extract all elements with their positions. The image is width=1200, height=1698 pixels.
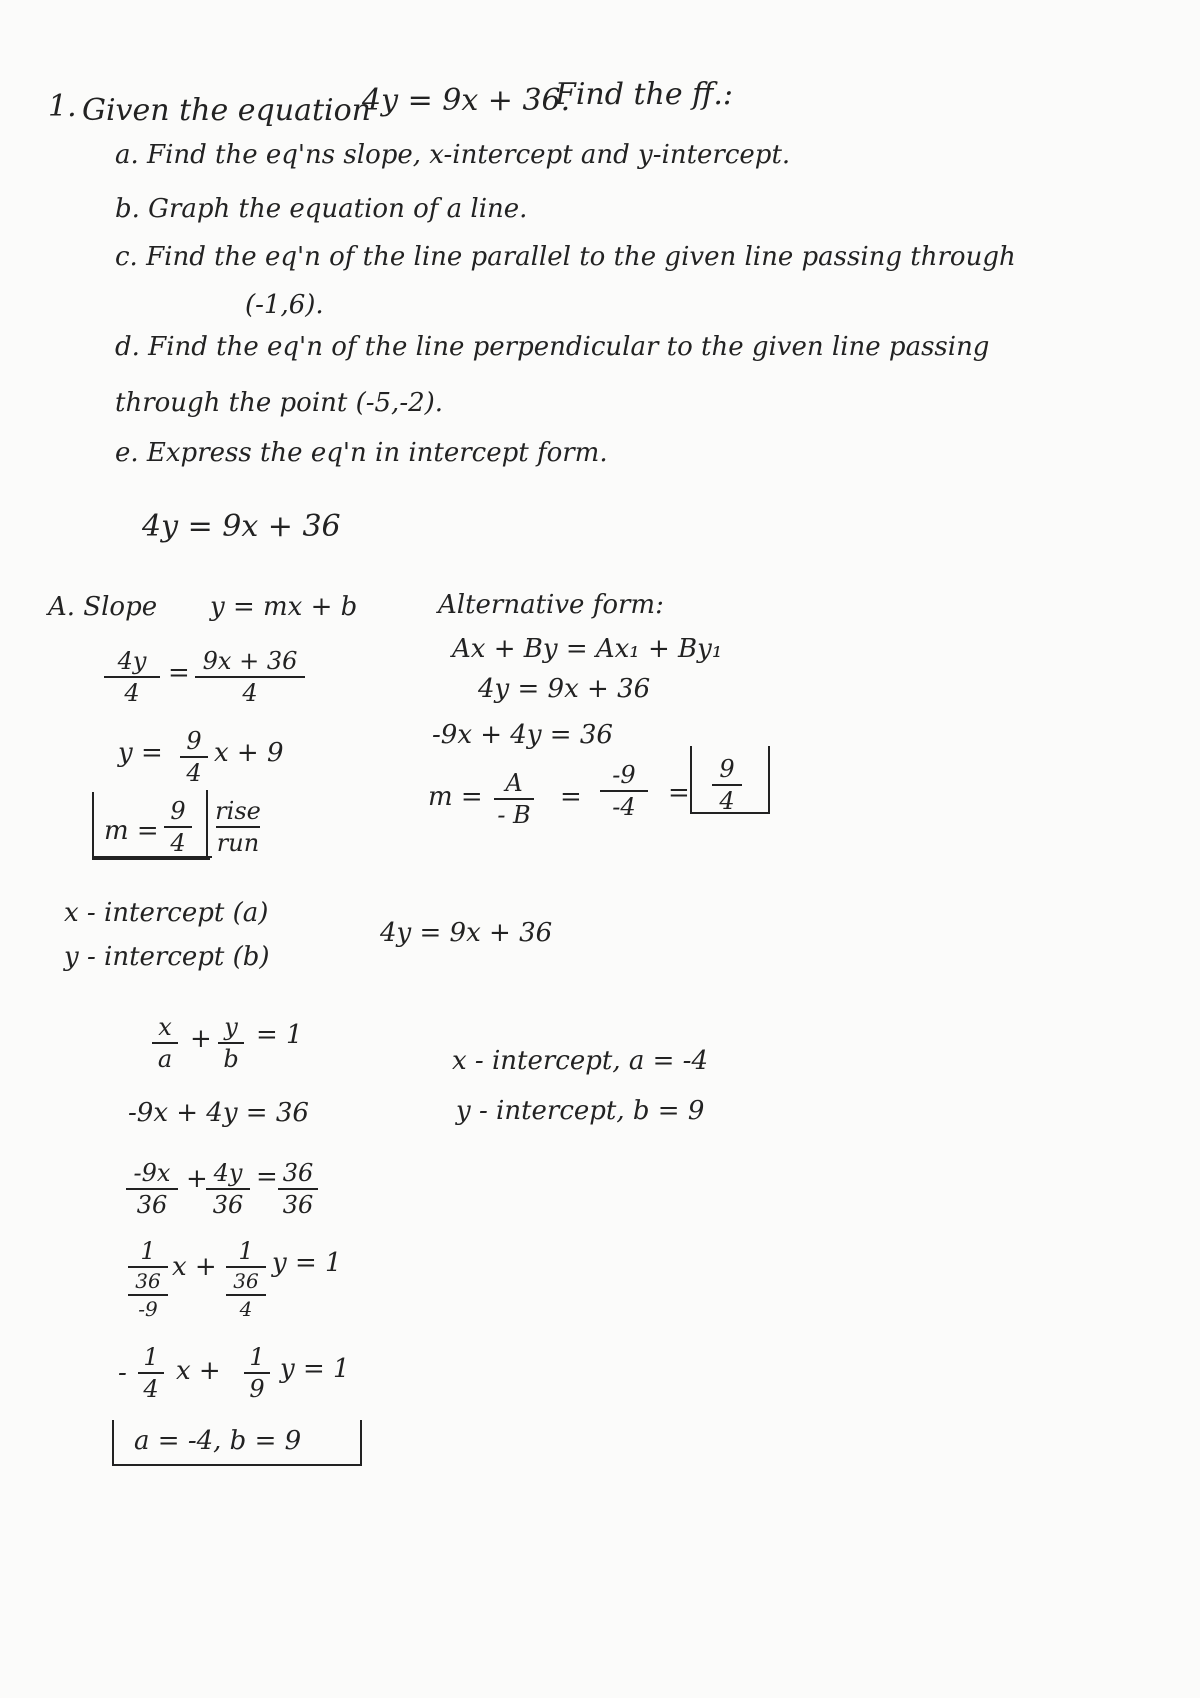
alt-title: Alternative form: [438,590,664,620]
fraction-bar [195,676,305,678]
step4-a-den: 4 [143,1375,159,1404]
fraction-bar [128,1266,168,1268]
alt-line3: -9x + 4y = 36 [432,720,613,750]
alt-frac2 [600,762,648,821]
slope-box-bottom [92,858,210,860]
slope-num: 9 [170,797,186,825]
step1-left-den: 4 [124,679,140,708]
fraction-bar [218,1042,244,1044]
task-c-point: (-1,6). [245,290,324,320]
slope-box-right [206,790,208,856]
step2-frac-b [206,1160,250,1219]
fraction-bar [216,826,260,828]
alt-line1: Ax + By = Ax₁ + By₁ [452,634,723,664]
step2-c-den: 36 [282,1191,314,1220]
alt-m-label: m = [428,782,483,812]
result-y-intercept: y - intercept, b = 9 [456,1096,705,1126]
fraction-bar [180,756,208,758]
step2-num: 9 [186,727,202,755]
intercept-step1: -9x + 4y = 36 [128,1098,309,1128]
intercepts-given: 4y = 9x + 36 [380,918,553,948]
form-equals-one: = 1 [256,1020,303,1050]
step2-b-num: 4y [213,1159,243,1187]
step4-frac-b [244,1344,270,1403]
alt-answer-num: 9 [719,755,735,783]
rise-label: rise [215,797,261,825]
slope-m-label: m = [104,816,159,846]
alt-frac1-num: A [505,769,523,797]
x-intercept-label: x - intercept (a) [64,898,269,928]
step2-den: 4 [186,759,202,788]
fraction-bar [244,1372,270,1374]
problem-instruction: Find the ff.: [555,77,734,112]
step4-x: x + [176,1356,221,1386]
alt-frac2-num: -9 [612,761,636,789]
alt-equals-2: = [668,778,690,808]
step2-c-num: 36 [282,1159,314,1187]
step3-y: y = 1 [272,1248,342,1278]
task-c-line1: c. Find the eq'n of the line parallel to the given line passing through [115,242,1016,272]
step3-frac-a [128,1238,168,1320]
alt-frac1-den: - B [497,801,531,830]
step3-a-den1: 36 [135,1269,161,1294]
step3-x: x + [172,1252,217,1282]
alt-line2: 4y = 9x + 36 [478,674,651,704]
form-x-num: x [158,1013,172,1041]
step3-a-num: 1 [140,1237,156,1265]
alt-frac1 [494,770,534,829]
task-a: a. Find the eq'ns slope, x-intercept and y-intercept. [115,140,791,170]
task-b: b. Graph the equation of a line. [115,194,528,224]
step2-rest: x + 9 [214,738,284,768]
step2-a-num: -9x [133,1159,171,1187]
step1-left-num: 4y [117,647,147,675]
fraction-bar [104,676,160,678]
form-y-fraction [218,1014,244,1073]
fraction-bar [600,790,648,792]
run-label: run [216,829,260,858]
task-e: e. Express the eq'n in intercept form. [115,438,608,468]
fraction-bar [278,1188,318,1190]
alt-answer-den: 4 [719,787,735,816]
step2-frac-a [126,1160,178,1219]
form-y-num: y [224,1013,238,1041]
step4-frac-a [138,1344,164,1403]
alt-equals: = [560,782,582,812]
result-x-intercept: x - intercept, a = -4 [452,1046,709,1076]
problem-intro: Given the equation [82,93,371,128]
step1-equals: = [168,658,190,688]
slope-den: 4 [170,829,186,858]
step4-a-num: 1 [143,1343,159,1371]
step3-frac-b [226,1238,266,1320]
problem-number: 1. [48,89,77,124]
step2-a-den: 36 [136,1191,168,1220]
step4-b-num: 1 [249,1343,265,1371]
task-d-line1: d. Find the eq'n of the line perpendicular to the given line passing [115,332,990,362]
fraction-bar [138,1372,164,1374]
slope-fraction [164,798,192,857]
step3-b-num: 1 [238,1237,254,1265]
step3-b-den2: 4 [239,1297,253,1322]
fraction-bar [126,1188,178,1190]
fraction-bar [226,1266,266,1268]
problem-equation: 4y = 9x + 36. [362,83,571,118]
step4-b-den: 9 [249,1375,265,1404]
form-y-den: b [223,1045,239,1074]
fraction-bar [206,1188,250,1190]
step2-equals: = [256,1162,278,1192]
step4-y: y = 1 [280,1354,350,1384]
step1-right-fraction [195,648,305,707]
form-x-den: a [157,1045,173,1074]
alt-frac2-den: -4 [612,793,636,822]
fraction-bar [152,1042,178,1044]
step1-right-den: 4 [242,679,258,708]
fraction-bar [226,1294,266,1296]
y-intercept-label: y - intercept (b) [64,942,270,972]
fraction-bar [712,784,742,786]
step3-b-den1: 36 [233,1269,259,1294]
fraction-bar [494,798,534,800]
step1-right-num: 9x + 36 [202,647,298,675]
rise-run-fraction [216,798,260,857]
task-d-line2: through the point (-5,-2). [115,388,444,418]
step1-left-fraction [104,648,160,707]
fraction-bar [128,1294,168,1296]
intercept-answer: a = -4, b = 9 [134,1426,302,1456]
form-x-fraction [152,1014,178,1073]
step2-frac-c [278,1160,318,1219]
step2-b-den: 36 [212,1191,244,1220]
step2-y: y = [118,738,163,768]
fraction-bar [164,826,192,828]
alt-answer-fraction [712,756,742,815]
slope-intercept-form: y = mx + b [210,592,358,622]
part-a-label: A. Slope [48,592,158,622]
step3-a-den2: -9 [138,1297,158,1322]
step4-neg: - [118,1358,127,1388]
given-equation: 4y = 9x + 36 [142,509,341,544]
form-plus: + [190,1024,212,1054]
step2-fraction [180,728,208,787]
step2-plus: + [186,1164,208,1194]
